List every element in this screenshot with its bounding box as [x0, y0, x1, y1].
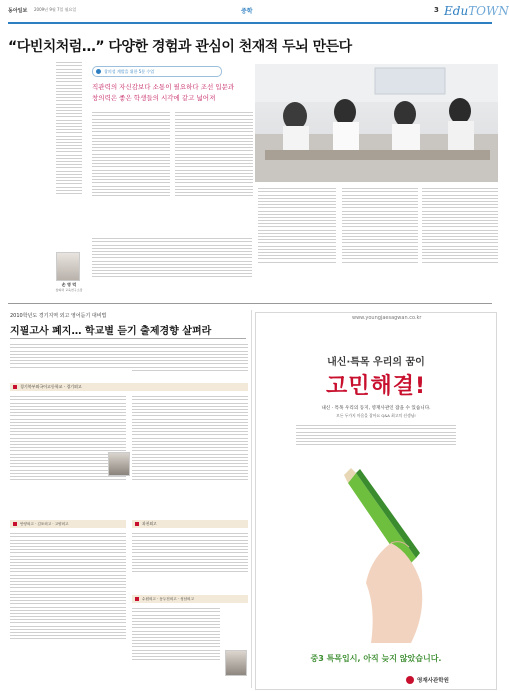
section-marker-icon [13, 385, 17, 389]
page-number: 3 [434, 6, 439, 14]
ad-sub-text: 내신 · 특목 우리의 동지, 영재사관인 잡을 수 있습니다. [321, 406, 431, 411]
author-photo [56, 252, 80, 281]
intro-text-column [56, 60, 82, 245]
ad-url[interactable]: www.youngjaesagwan.co.kr [352, 315, 422, 321]
feature-tag: 창의성 계발을 위한 5분 수업 [92, 66, 222, 77]
academy-logo-icon [406, 676, 414, 684]
ad-details [296, 423, 456, 463]
exam-col-mid-a [132, 342, 248, 382]
issue-date: 2009년 9월 7일 월요일 [34, 7, 77, 12]
section-marker-icon [13, 522, 17, 526]
ad-footer-logo: 영재사관학원 [406, 675, 449, 685]
exam-author-photo [225, 650, 247, 676]
author-name: 손 영 덕 [61, 282, 77, 287]
feature-body-col-3 [258, 186, 336, 296]
exam-photo [108, 452, 130, 476]
section-bar-a: 경기북부외국어고등학교 · 경기외고 [10, 383, 248, 391]
feature-body-col-2 [175, 110, 253, 230]
ad-line-2: 모든 두가지 마음을 잡아요 Q&A 최고의 선생님! [336, 413, 416, 418]
section-divider [8, 303, 492, 304]
advertisement [255, 312, 497, 690]
section-marker-icon [135, 522, 139, 526]
pencil-hand-illustration [296, 463, 456, 643]
feature-body-col-6 [92, 236, 252, 296]
classroom-photo-art [255, 64, 498, 182]
exam-kicker: 2010학년도 경기지역 외고 영어듣기 대비법 [10, 313, 107, 319]
feature-body-col-5 [422, 186, 498, 296]
masthead-rule [8, 22, 492, 24]
feature-body-col-4 [342, 186, 418, 296]
section-name: 중학 [241, 8, 253, 15]
feature-subhead-1: 직관력의 자신감보다 소통이 필요하다 조선 입문과 [92, 83, 235, 91]
ad-line-1: 내신·특목 우리의 꿈이 [327, 357, 425, 368]
section-marker-icon [135, 597, 139, 601]
section-bar-d: 수원외고 · 동두천외고 · 성남외고 [132, 595, 248, 603]
feature-subhead-2: 창의력은 좋은 학생들의 시각에 같고 넓어져 [92, 94, 216, 102]
exam-col-mid-b [132, 394, 248, 514]
headline: “다빈치처럼…” 다양한 경험과 관심이 천재적 두뇌 만든다 [8, 39, 352, 55]
ad-big-text: 고민해결! [325, 374, 427, 399]
tag-dot-icon [96, 69, 101, 74]
edu-town-logo: EduTOWN [444, 4, 509, 18]
section-bar-b: 안양외고 · 김포외고 · 고양외고 [10, 520, 126, 528]
column-divider [251, 310, 252, 688]
author-title: 창의력 교육연구소장 [55, 288, 83, 292]
feature-body-col-1 [92, 110, 170, 230]
exam-col-left-b [10, 531, 126, 686]
ad-slogan: 중3 특목입시, 아직 늦지 않았습니다. [310, 654, 442, 663]
exam-title: 지필고사 폐지… 학교별 듣기 출제경향 살펴라 [10, 326, 212, 337]
paper-name: 동아일보 [8, 8, 28, 14]
exam-title-rule [10, 338, 246, 339]
exam-col-mid-d [132, 606, 220, 686]
exam-col-mid-c [132, 531, 248, 591]
classroom-photo [255, 64, 498, 182]
section-bar-c: 과천외고 [132, 520, 248, 528]
